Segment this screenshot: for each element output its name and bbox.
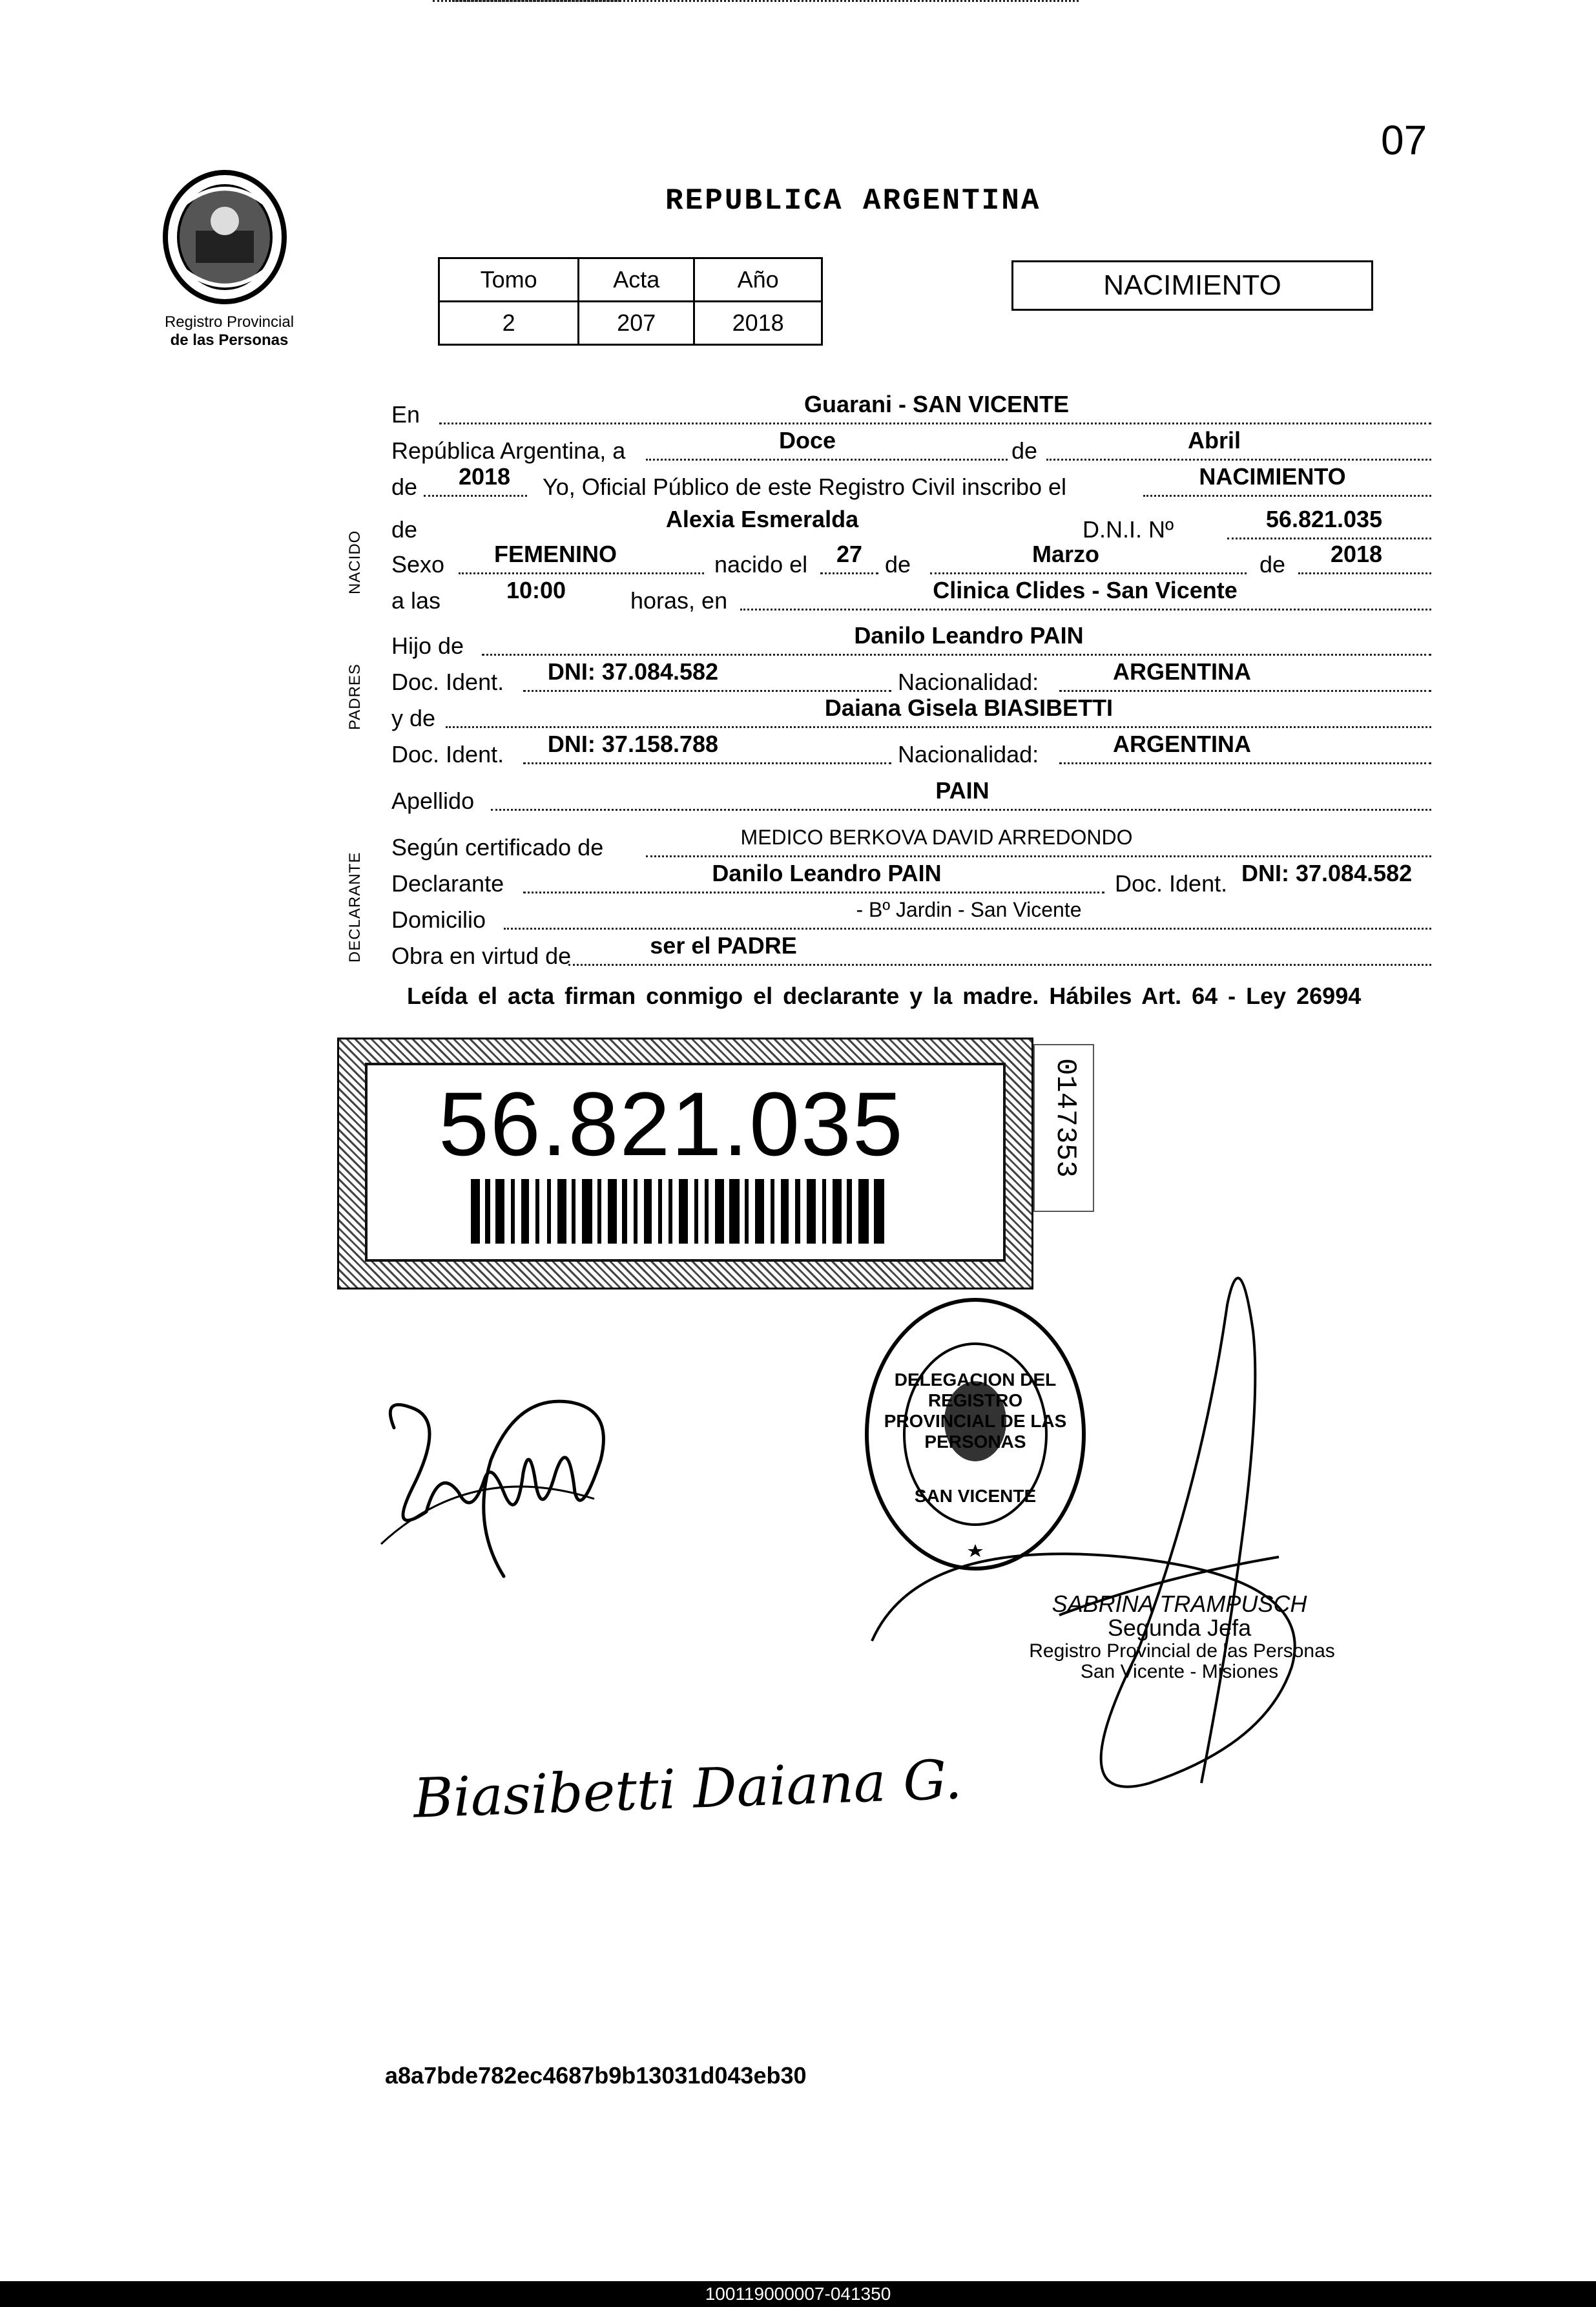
side-label-padres: PADRES — [346, 663, 364, 730]
value-nac-dia: 27 — [836, 541, 863, 567]
value-anio: 2018 — [458, 463, 511, 490]
serial-number: 0147353 — [1049, 1058, 1081, 1178]
dotted-line — [459, 572, 704, 574]
label-a-las: a las — [391, 587, 441, 614]
label-obra-en-virtud: Obra en virtud de — [391, 943, 572, 969]
label-nacionalidad-2: Nacionalidad: — [898, 741, 1039, 767]
dotted-line — [1046, 459, 1431, 461]
dotted-line — [523, 690, 891, 692]
value-hora: 10:00 — [506, 577, 566, 603]
dotted-line — [452, 0, 620, 2]
value-domicilio: - Bº Jardin - San Vicente — [856, 898, 1082, 921]
value-padre-dni: DNI: 37.084.582 — [547, 658, 719, 685]
dotted-line — [439, 423, 1431, 424]
dni-stamp-inner — [365, 1063, 1006, 1262]
label-en: En — [391, 401, 420, 428]
serial-box — [1033, 1044, 1094, 1212]
declarante-signature-icon — [375, 1383, 607, 1589]
act-type-box: NACIMIENTO — [1011, 260, 1373, 311]
official-name: SABRINA TRAMPUSCH — [1052, 1591, 1307, 1617]
dotted-line — [482, 654, 1431, 656]
side-label-declarante: DECLARANTE — [346, 851, 364, 963]
label-doc-ident-1: Doc. Ident. — [391, 669, 504, 695]
dotted-line — [523, 762, 891, 764]
country-title: REPUBLICA ARGENTINA — [665, 184, 1041, 218]
value-declarante: Danilo Leandro PAIN — [712, 860, 942, 886]
provincia-emblem-icon — [160, 169, 289, 305]
dotted-line — [504, 928, 1431, 930]
dotted-line — [523, 892, 1104, 893]
label-horas-en: horas, en — [630, 587, 728, 614]
register-table — [438, 257, 823, 346]
dotted-line — [1227, 538, 1431, 539]
value-madre-dni: DNI: 37.158.788 — [547, 731, 719, 757]
hash-code: a8a7bde782ec4687b9b13031d043eb30 — [385, 2062, 807, 2089]
value-lugar: Guarani - SAN VICENTE — [803, 391, 1070, 417]
label-dni: D.N.I. Nº — [1083, 516, 1174, 543]
dni-stamp — [337, 1038, 1033, 1289]
dotted-line — [1059, 690, 1431, 692]
acta-header: Acta — [579, 258, 694, 302]
label-nacido-el: nacido el — [714, 551, 808, 578]
dotted-line — [646, 855, 1431, 857]
value-obra: ser el PADRE — [650, 932, 797, 959]
value-madre: Daiana Gisela BIASIBETTI — [824, 694, 1114, 721]
value-tipo-acta: NACIMIENTO — [1199, 463, 1346, 490]
dotted-line — [568, 964, 1431, 966]
value-declarante-dni: DNI: 37.084.582 — [1241, 860, 1413, 886]
dni-stamp-number: 56.821.035 — [439, 1073, 904, 1174]
value-apellido: PAIN — [935, 777, 990, 804]
value-padre: Danilo Leandro PAIN — [854, 622, 1084, 649]
dotted-line — [424, 495, 527, 497]
official-org: Registro Provincial de las Personas — [1029, 1640, 1335, 1662]
value-nac-mes: Marzo — [1031, 541, 1099, 567]
dotted-line — [740, 609, 1431, 611]
value-nac-anio: 2018 — [1330, 541, 1383, 567]
dotted-line — [491, 809, 1431, 811]
value-padre-nac: ARGENTINA — [1113, 658, 1251, 685]
label-domicilio: Domicilio — [391, 906, 486, 933]
closing-text: Leída el acta firman conmigo el declarante y la madre. Hábiles Art. 64 - Ley 26994 — [407, 983, 1362, 1009]
value-sexo: FEMENINO — [493, 541, 617, 567]
official-signature-icon — [865, 1253, 1331, 1809]
dotted-line — [1298, 572, 1431, 574]
label-sexo: Sexo — [391, 551, 445, 578]
dotted-line — [1059, 762, 1431, 764]
label-declarante: Declarante — [391, 870, 504, 897]
registry-label — [136, 313, 323, 350]
label-nacionalidad-1: Nacionalidad: — [898, 669, 1039, 695]
footer-code: 100119000007-041350 — [0, 2281, 1596, 2307]
page-number: 07 — [1381, 117, 1427, 163]
value-dni: 56.821.035 — [1265, 506, 1383, 532]
side-label-nacido: NACIDO — [346, 530, 364, 594]
label-de-anio2: de — [1259, 551, 1286, 578]
registry-label-line1: Registro Provincial — [164, 313, 295, 331]
label-y-de: y de — [391, 705, 436, 731]
register-table-header-row — [439, 258, 822, 302]
seal-inner-text: SAN VICENTE — [914, 1486, 1037, 1506]
label-yo-oficial: Yo, Oficial Público de este Registro Civil inscribo el — [543, 474, 1067, 500]
anio-header: Año — [694, 258, 822, 302]
value-certificado: MEDICO BERKOVA DAVID ARREDONDO — [740, 826, 1133, 849]
registry-label-line2: de las Personas — [170, 331, 289, 349]
value-lugar-nac: Clinica Clides - San Vicente — [933, 577, 1238, 603]
register-table-value-row — [439, 302, 822, 345]
value-nombre: Alexia Esmeralda — [665, 506, 859, 532]
value-mes: Abril — [1187, 427, 1241, 454]
mother-signature: Biasibetti Daiana G. — [412, 1748, 963, 1830]
dotted-line — [446, 726, 1431, 728]
label-segun-certificado: Según certificado de — [391, 834, 604, 861]
value-dia: Doce — [778, 427, 836, 454]
barcode-icon — [471, 1179, 884, 1244]
anio-value: 2018 — [694, 302, 822, 345]
label-hijo-de: Hijo de — [391, 632, 464, 659]
label-de-nombre: de — [391, 516, 418, 543]
label-apellido: Apellido — [391, 788, 475, 814]
dotted-line — [1143, 495, 1431, 497]
dotted-line — [820, 572, 878, 574]
label-de-anio: de — [391, 474, 418, 500]
label-de-mes: de — [1011, 437, 1038, 464]
dotted-line — [930, 572, 1247, 574]
tomo-value: 2 — [439, 302, 579, 345]
official-title: Segunda Jefa — [1107, 1614, 1252, 1641]
tomo-header: Tomo — [439, 258, 579, 302]
label-de-dia: de — [885, 551, 911, 578]
official-location: San Vicente - Misiones — [1080, 1661, 1279, 1682]
label-doc-ident-3: Doc. Ident. — [1115, 870, 1228, 897]
seal-ring-text: DELEGACION DEL REGISTRO PROVINCIAL DE LAS PERSONAS — [884, 1370, 1067, 1452]
dotted-line — [646, 459, 1008, 461]
label-republica: República Argentina, a — [391, 437, 626, 464]
value-madre-nac: ARGENTINA — [1113, 731, 1251, 757]
label-doc-ident-2: Doc. Ident. — [391, 741, 504, 767]
acta-value: 207 — [579, 302, 694, 345]
